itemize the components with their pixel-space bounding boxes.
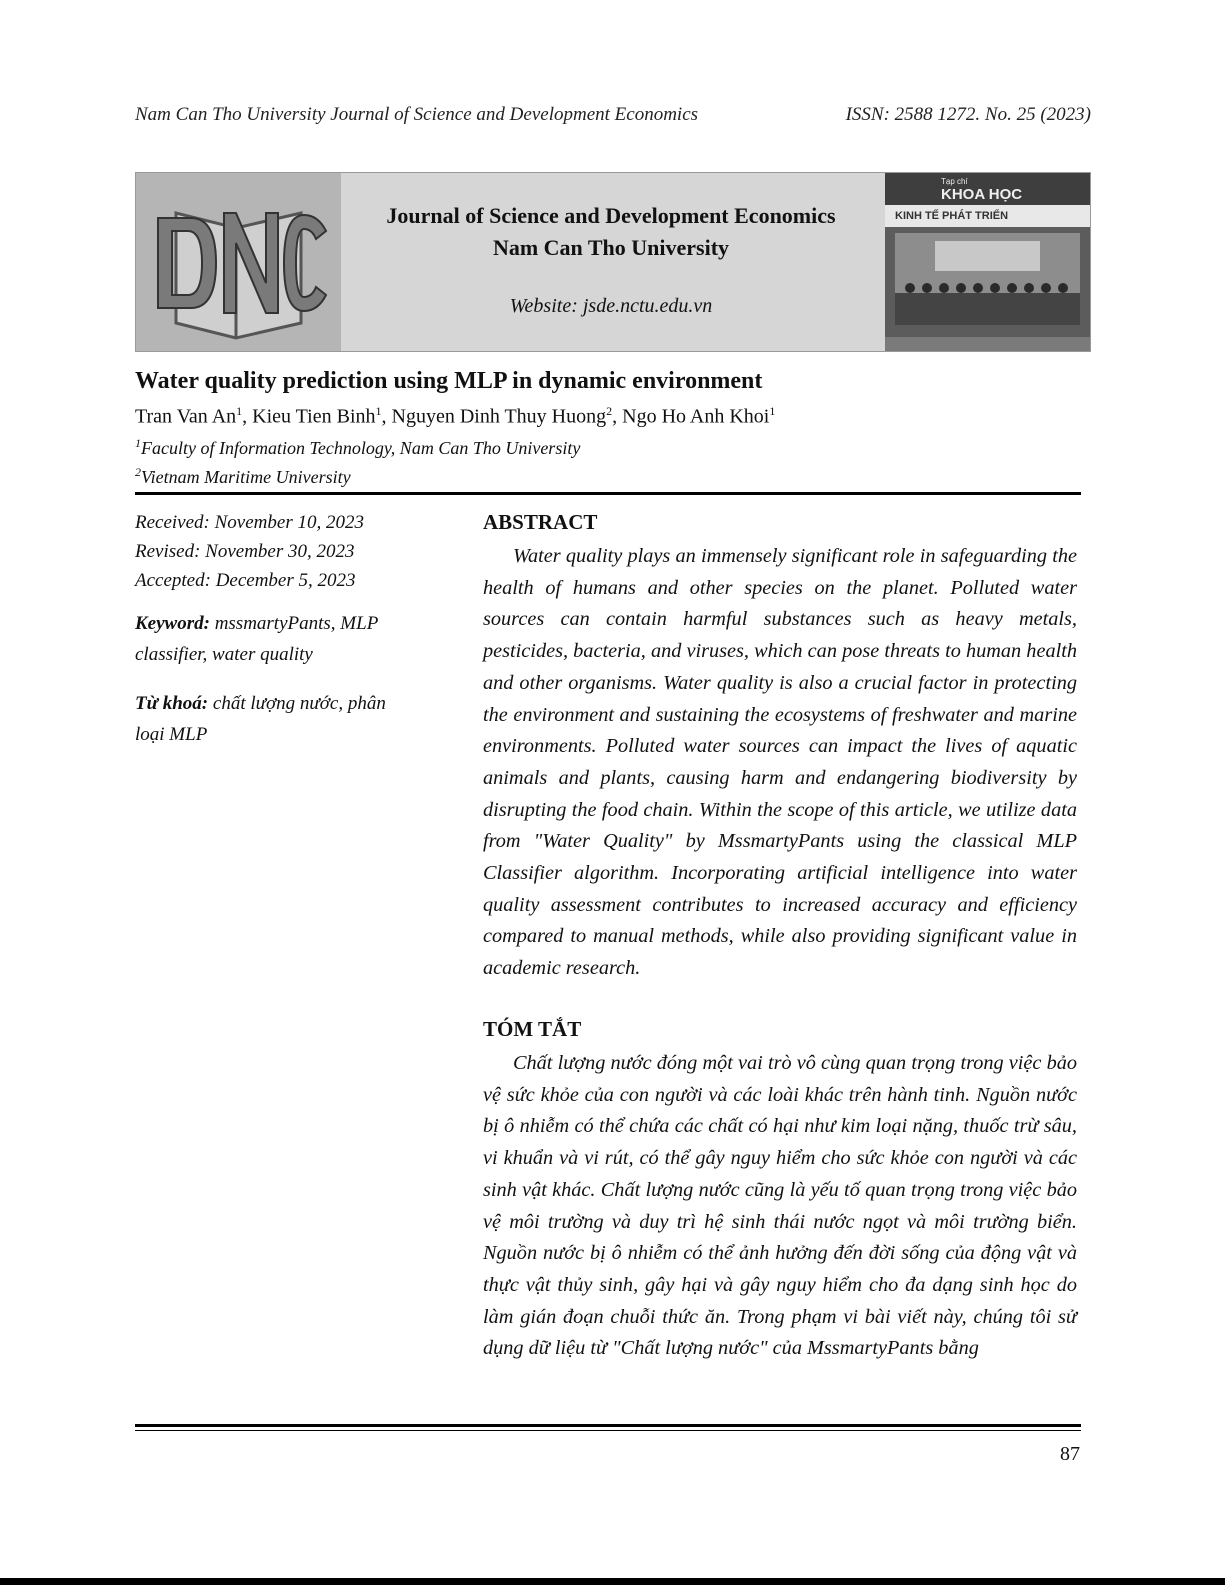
running-head-journal: Nam Can Tho University Journal of Science and Development Economics xyxy=(135,104,699,125)
accepted-date: Accepted: December 5, 2023 xyxy=(135,570,356,591)
cover-title: KHOA HỌC xyxy=(941,186,1023,203)
tukhoa-label: Từ khoá: xyxy=(135,693,209,714)
author-affiliation-mark: 1 xyxy=(769,404,776,418)
page-number: 87 xyxy=(1060,1443,1080,1465)
cover-title-bar xyxy=(885,173,1090,205)
banner-journal-title: Journal of Science and Development Economics xyxy=(386,203,836,228)
article-dates xyxy=(135,508,435,595)
keyword-text: mssmartyPants, MLP classifier, water quality xyxy=(135,613,378,665)
author-name: Kieu Tien Binh xyxy=(252,405,376,428)
running-head-issn: ISSN: 2588 1272. No. 25 (2023) xyxy=(845,104,1091,125)
tomtat-section xyxy=(483,1017,1077,1365)
received-date: Received: November 10, 2023 xyxy=(135,512,364,533)
journal-banner xyxy=(135,172,1091,352)
tu-khoa xyxy=(135,688,395,750)
scan-bottom-edge xyxy=(0,1578,1225,1585)
author-affiliation-mark: 1 xyxy=(375,404,382,418)
running-head xyxy=(135,104,1091,126)
tukhoa-text: chất lượng nước, phân loại MLP xyxy=(135,693,386,745)
cover-photo xyxy=(895,233,1080,325)
author-affiliation-mark: 1 xyxy=(236,404,243,418)
cover-label-small: Tạp chí xyxy=(941,177,968,186)
abstract-text: Water quality plays an immensely significant role in safeguarding the health of humans and other species on the planet. Polluted water sources can contain harmful substances such as heavy metals, pesticides, bacteria, and viruses, which can pose threats to human health and other organisms. Water quality is also a crucial factor in protecting the environment and sustaining the ecosystems of freshwater and marine environments. Polluted water sources can impact the lives of aquatic animals and plants, causing harm and endangering biodiversity by disrupting the food chain. Within the scope of this article, we utilize data from "Water Quality" by MssmartyPants using the classical MLP Classifier algorithm. Incorporating artificial intelligence into water quality assessment contributes to increased accuracy and efficiency compared to manual methods, while also providing significant value in academic research. xyxy=(483,545,1077,980)
article-title: Water quality prediction using MLP in dynamic environment xyxy=(135,368,763,394)
cover-bottom-strip xyxy=(885,337,1090,351)
tomtat-text: Chất lượng nước đóng một vai trò vô cùng quan trọng trong việc bảo vệ sức khỏe của con người và các loài khác trên hành tinh. Nguồn nước bị ô nhiễm có thể chứa các chất có hại như kim loại nặng, thuốc trừ sâu, vi khuẩn và vi rút, có thể gây nguy hiểm cho sức khỏe con người và các sinh vật khác. Chất lượng nước cũng là yếu tố quan trọng trong việc bảo vệ môi trường và duy trì hệ sinh thái nước ngọt và môi trường biển. Nguồn nước bị ô nhiễm có thể ảnh hưởng đến đời sống của động vật và thực vật thủy sinh, gây hại và gây nguy hiểm cho đa dạng sinh học do làm gián đoạn chuỗi thức ăn. Trong phạm vi bài viết này, chúng tôi sử dụng dữ liệu từ "Chất lượng nước" của MssmartyPants bằng xyxy=(483,1052,1077,1360)
affiliation-text: Vietnam Maritime University xyxy=(141,467,351,487)
affiliation-text: Faculty of Information Technology, Nam Can Tho University xyxy=(141,438,581,458)
banner-website[interactable]: Website: jsde.nctu.edu.vn xyxy=(509,295,713,317)
cover-subtitle: KINH TẾ PHÁT TRIỂN xyxy=(885,205,1090,227)
author-affiliation-mark: 2 xyxy=(606,404,613,418)
abstract-section xyxy=(483,510,1077,985)
journal-cover-image xyxy=(885,173,1090,351)
tomtat-heading: TÓM TẮT xyxy=(483,1017,582,1041)
dnc-logo-icon xyxy=(136,173,341,351)
group-photo-icon xyxy=(895,233,1080,325)
author-name: Nguyen Dinh Thuy Huong xyxy=(391,405,607,428)
header-divider xyxy=(135,492,1081,495)
dnc-logo xyxy=(136,173,341,351)
footer-divider-thick xyxy=(135,1424,1081,1427)
revised-date: Revised: November 30, 2023 xyxy=(135,541,355,562)
author-list: Tran Van An$^1$, Kieu Tien Binh$^1$, Nguyen Dinh Thuy Huong$^2$, Ngo Ho Anh Khoi$^1$ xyxy=(135,404,776,428)
banner-university: Nam Can Tho University xyxy=(492,235,730,260)
affiliation-number: 1 xyxy=(135,436,141,450)
affiliation-1 xyxy=(135,436,580,459)
keywords xyxy=(135,608,415,670)
keyword-label: Keyword: xyxy=(135,613,210,634)
affiliation-number: 2 xyxy=(135,465,141,479)
affiliation-2 xyxy=(135,465,351,488)
abstract-heading: ABSTRACT xyxy=(483,510,598,534)
footer-divider-thin xyxy=(135,1430,1081,1431)
author-name: Ngo Ho Anh Khoi xyxy=(622,405,770,428)
author-name: Tran Van An xyxy=(135,405,237,428)
banner-text xyxy=(341,173,881,351)
